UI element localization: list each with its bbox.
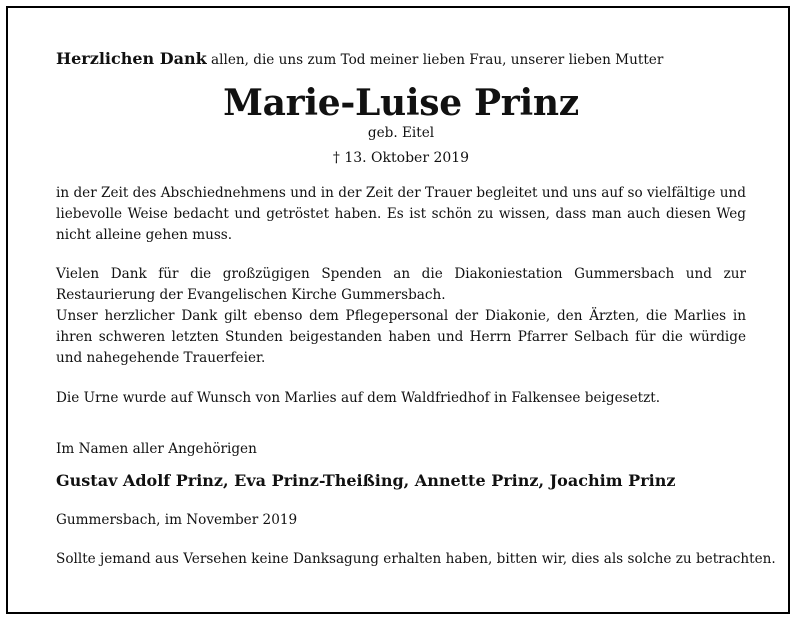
place-date: Gummersbach, im November 2019 (56, 512, 298, 528)
signatories: Gustav Adolf Prinz, Eva Prinz-Theißing, Annette Prinz, Joachim Prinz (56, 471, 676, 490)
death-notice (56, 48, 776, 570)
closing-line: Im Namen aller Angehörigen (56, 441, 257, 457)
paragraph-donations: Vielen Dank für die großzügigen Spenden an die Diakoniestation Gummersbach und zur Restaurierung der Evangelischen Kirche Gummersbach. (56, 266, 746, 303)
death-date: † 13. Oktober 2019 (332, 150, 470, 166)
birth-name: geb. Eitel (367, 125, 435, 141)
intro-line (56, 48, 746, 71)
intro-text: allen, die uns zum Tod meiner lieben Frau, unserer lieben Mutter (211, 52, 664, 68)
deceased-name: Marie-Luise Prinz (223, 82, 579, 124)
paragraph-thanks: in der Zeit des Abschiednehmens und in der Zeit der Trauer begleitet und uns auf so vielfältige und liebevolle Weise bedacht und getröstet haben. Es ist schön zu wissen, dass man auch diesen Weg nicht alleine gehen muss. (56, 185, 746, 243)
footnote: Sollte jemand aus Versehen keine Danksagung erhalten haben, bitten wir, dies als solche zu betrachten. (56, 551, 776, 567)
intro-lead: Herzlichen Dank (56, 49, 207, 68)
paragraph-care-staff: Unser herzlicher Dank gilt ebenso dem Pflegepersonal der Diakonie, den Ärzten, die Marlies in ihren schweren letzten Stunden beigestanden haben und Herrn Pfarrer Selbach für die würdige und nahegehende Trauerfeier. (56, 308, 746, 366)
paragraph-burial: Die Urne wurde auf Wunsch von Marlies auf dem Waldfriedhof in Falkensee beigesetzt. (56, 390, 661, 406)
